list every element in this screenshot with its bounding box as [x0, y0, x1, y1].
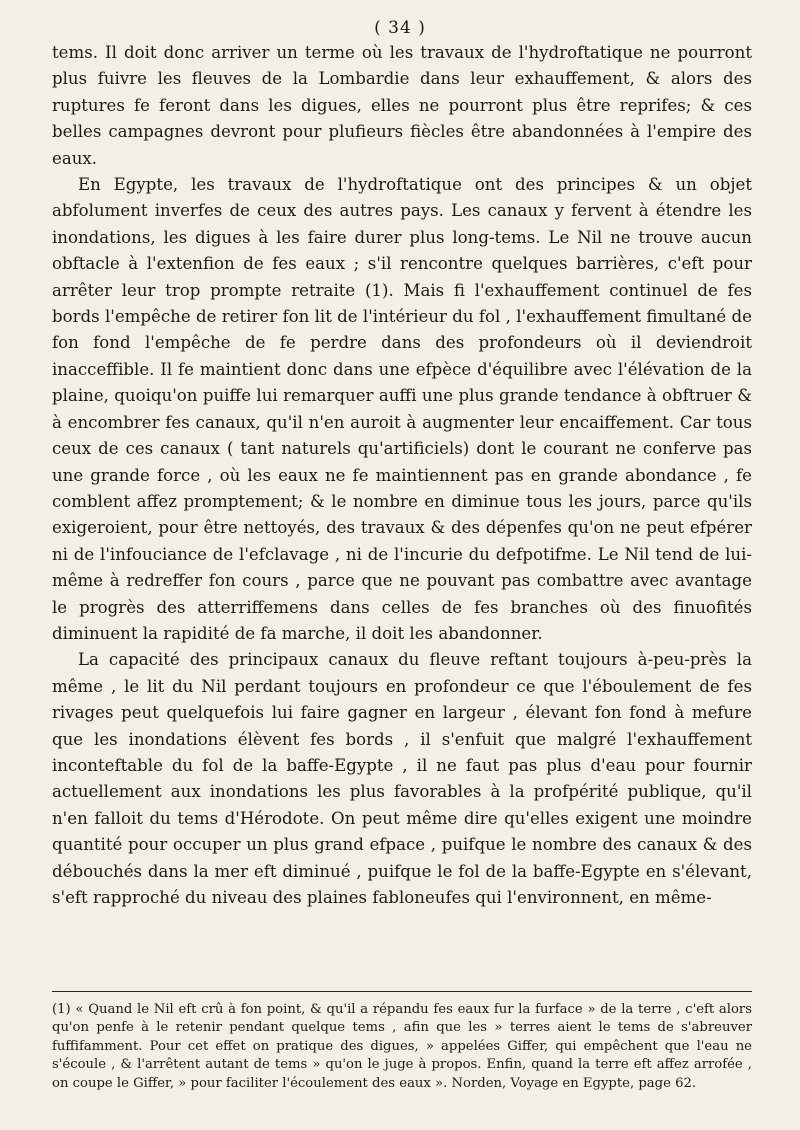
body-text	[52, 40, 752, 911]
page-number: ( 34 )	[374, 18, 426, 38]
footnotes	[52, 1001, 752, 1093]
footnote-divider	[52, 991, 752, 992]
paragraph-2: En Egypte, les travaux de l'hydroftatique ont des principes & un objet abfolument inverfes de ceux des autres pays. Les canaux y fervent à étendre les inondations, les digues à les faire durer plus long-tems. Le Nil ne trouve aucun obftacle à l'extenfion de fes eaux ; s'il rencontre quelques barrières, c'eft pour arrêter leur trop prompte retraite (1). Mais fi l'exhauffement continuel de fes bords l'empêche de retirer fon lit de l'intérieur du fol , l'exhauffement fimultané de fon fond l'empêche de fe perdre dans des profondeurs où il deviendroit inacceffible. Il fe maintient donc dans une efpèce d'équilibre avec l'élévation de la plaine, quoiqu'on puiffe lui remarquer auffi une plus grande tendance à obftruer & à encombrer fes canaux, qu'il n'en auroit à augmenter leur encaiffement. Car tous ceux de ces canaux ( tant naturels qu'artificiels) dont le courant ne conferve pas une grande force , où les eaux ne fe maintiennent pas en grande abondance , fe comblent affez promptement; & le nombre en diminue tous les jours, parce qu'ils exigeroient, pour être nettoyés, des travaux & des dépenfes qu'on ne peut efpérer ni de l'infouciance de l'efclavage , ni de l'incurie du defpotifme. Le Nil tend de lui-même à redreffer fon cours , parce que ne pouvant pas combattre avec avantage le progrès des atterriffemens dans celles de fes branches où des finuofités diminuent la rapidité de fa marche, il doit les abandonner.	[52, 175, 752, 643]
footnote-1: (1) « Quand le Nil eft crû à fon point, & qu'il a répandu fes eaux fur la furface » de la terre , c'eft alors qu'on penfe à le retenir pendant quelque tems , afin que les » terres aient le tems de s'abreuver fuffifamment. Pour cet effet on pratique des digues, » appelées Giffer, qui empêchent que l'eau ne s'écoule , & l'arrêtent autant de tems » qu'on le juge à propos. Enfin, quand la terre eft affez arrofée , on coupe le Giffer, » pour faciliter l'écoulement des eaux ». Norden, Voyage en Egypte, page 62.	[52, 1002, 752, 1091]
paragraph-1: tems. Il doit donc arriver un terme où les travaux de l'hydroftatique ne pourront plus fuivre les fleuves de la Lombardie dans leur exhauffement, & alors des ruptures fe feront dans les digues, elles ne pourront plus être reprifes; & ces belles campagnes devront pour plufieurs fiècles être abandonnées à l'empire des eaux.	[52, 43, 752, 168]
paragraph-3: La capacité des principaux canaux du fleuve reftant toujours à-peu-près la même , le lit du Nil perdant toujours en profondeur ce que l'éboulement de fes rivages peut quelquefois lui faire gagner en largeur , élevant fon fond à mefure que les inondations élèvent fes bords , il s'enfuit que malgré l'exhauffement inconteftable du fol de la baffe-Egypte , il ne faut pas plus d'eau pour fournir actuellement aux inondations les plus favorables à la profpérité publique, qu'il n'en falloit du tems d'Hérodote. On peut même dire qu'elles exigent une moindre quantité pour occuper un plus grand efpace , puifque le nombre des canaux & des débouchés dans la mer eft diminué , puifque le fol de la baffe-Egypte en s'élevant, s'eft rapproché du niveau des plaines fabloneufes qui l'environnent, en même-	[52, 650, 752, 907]
